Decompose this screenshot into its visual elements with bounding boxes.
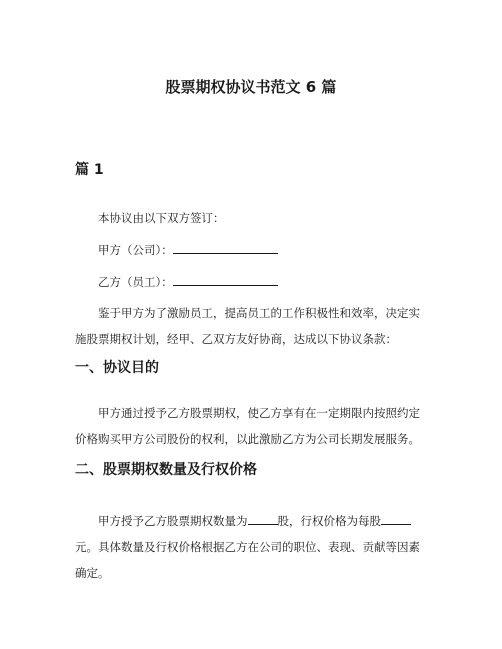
party-a-label: 甲方（公司）：: [98, 243, 173, 257]
section-2-body-part2: 股，行权价格为每股: [277, 514, 381, 528]
party-b-line: [98, 272, 278, 292]
section-1-body: 甲方通过授予乙方股票期权，使乙方享有在一定期限内按照约定价格购买甲方公司股份的权利，以此激励乙方为公司长期发展服务。: [75, 406, 420, 446]
party-a-line: [98, 240, 278, 260]
section-2-body: [75, 508, 427, 586]
section-2-body-part3: 元。具体数量及行权价格根据乙方在公司的职位、表现、贡献等因素确定。: [75, 540, 420, 580]
party-b-blank: [173, 273, 278, 286]
section-1-heading: 一、协议目的: [75, 360, 159, 376]
part-heading: 篇 1: [75, 162, 104, 178]
document-title: 股票期权协议书范文 6 篇: [165, 78, 337, 96]
price-blank: [381, 512, 411, 525]
section-2-body-part1: 甲方授予乙方股票期权数量为: [98, 514, 248, 528]
intro-line: 本协议由以下双方签订：: [98, 211, 225, 225]
party-b-label: 乙方（员工）：: [98, 275, 173, 289]
party-a-blank: [173, 241, 278, 254]
quantity-blank: [248, 512, 278, 525]
preamble-paragraph: 鉴于甲方为了激励员工，提高员工的工作积极性和效率，决定实施股票期权计划，经甲、乙双方友好协商，达成以下协议条款：: [75, 306, 420, 346]
section-2-heading: 二、股票期权数量及行权价格: [75, 462, 257, 478]
